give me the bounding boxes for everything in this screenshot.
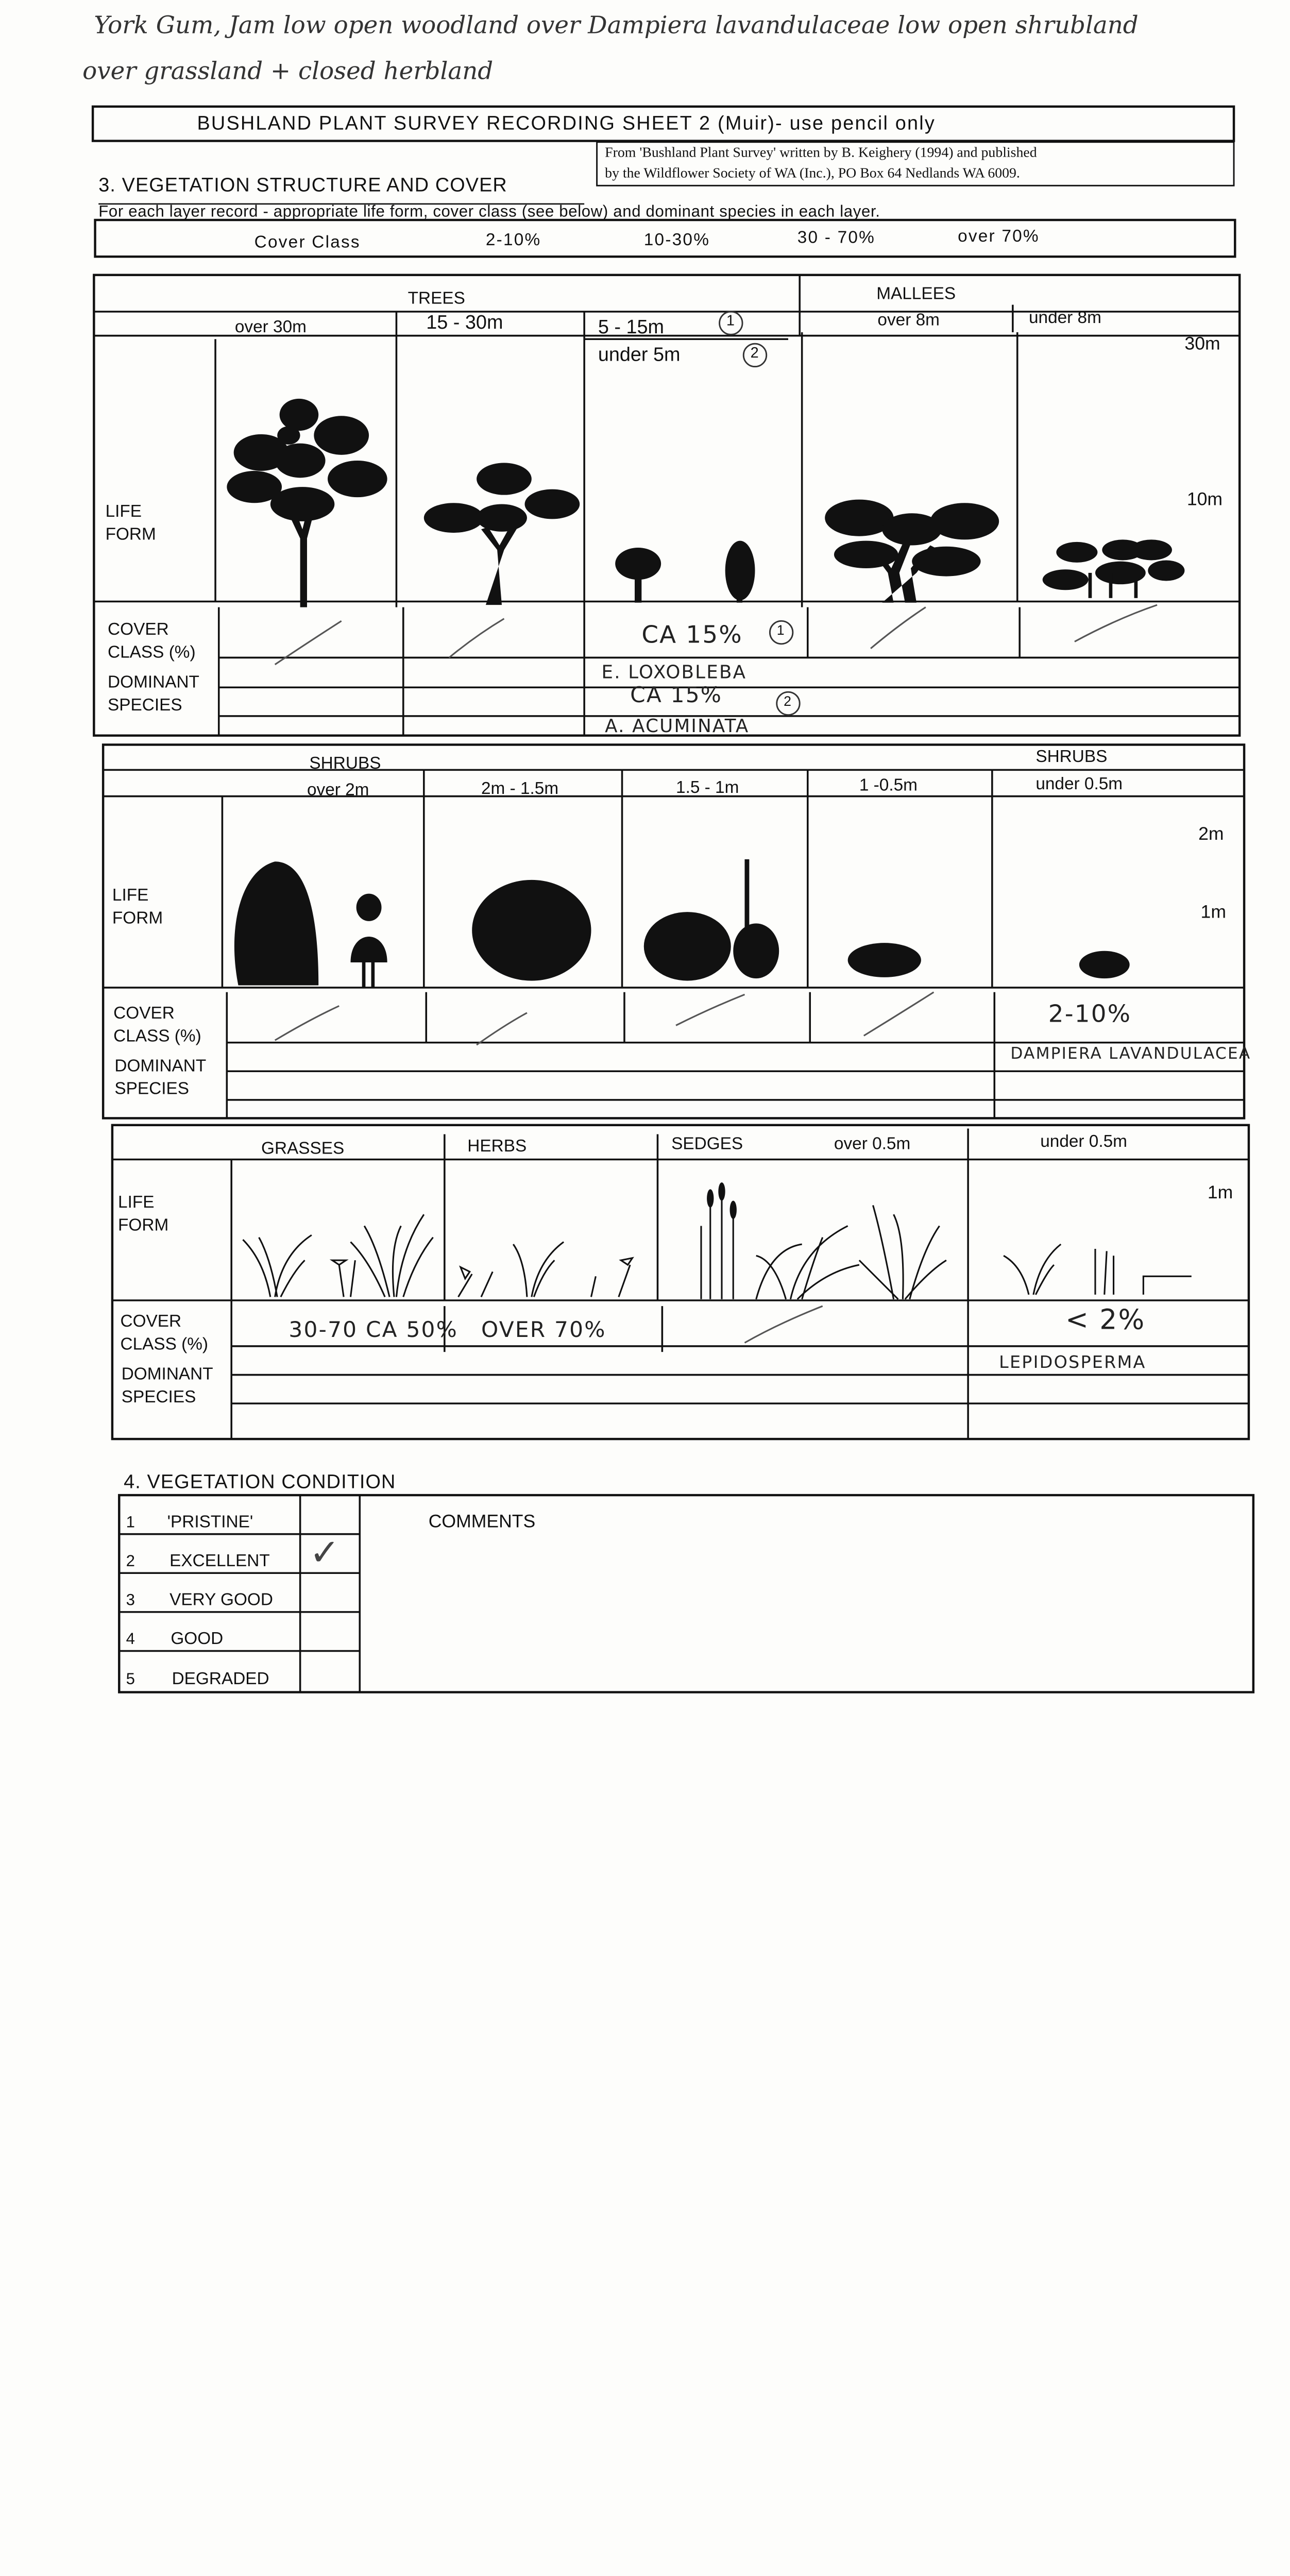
- shrub-species-under0.5: DAMPIERA LAVANDULACEA: [1010, 1045, 1251, 1063]
- trees-cover-label: COVER CLASS (%): [108, 620, 196, 663]
- grass-cover: 30-70 CA 50%: [288, 1317, 459, 1343]
- under0.5-label: under 0.5m: [1040, 1132, 1127, 1151]
- tree-cover-2: CA 15%: [630, 683, 723, 708]
- source-line-1: From 'Bushland Plant Survey' written by B. Keighery (1994) and published: [605, 144, 1037, 161]
- trees-col-over30: over 30m: [234, 317, 307, 337]
- tree-cover-1-mark: 1: [776, 622, 785, 638]
- tree-cover-1: CA 15%: [641, 621, 743, 649]
- height-1m-shrubs: 1m: [1200, 903, 1226, 923]
- cover-class-4: over 70%: [958, 227, 1040, 247]
- excellent-checkmark: ✓: [309, 1532, 341, 1573]
- trees-col-15-30: 15 - 30m: [426, 311, 503, 334]
- sheet-title: BUSHLAND PLANT SURVEY RECORDING SHEET 2 (Muir)- use pencil only: [197, 112, 936, 134]
- shrubs-col-over2: over 2m: [307, 780, 369, 800]
- grasses-label: GRASSES: [261, 1139, 345, 1159]
- section4-heading: 4. VEGETATION CONDITION: [124, 1471, 396, 1493]
- cover-class-2: 10-30%: [643, 230, 710, 250]
- cover-class-1: 2-10%: [485, 230, 541, 250]
- trees-dominant-label: DOMINANT SPECIES: [108, 672, 199, 716]
- herb-cover: OVER 70%: [481, 1317, 606, 1343]
- ground-cover-label: COVER CLASS (%): [120, 1312, 209, 1355]
- shrubs-dominant-label: DOMINANT SPECIES: [114, 1056, 207, 1099]
- shrubs-col-2-1.5: 2m - 1.5m: [481, 779, 559, 799]
- trees-col-5-15: 5 - 15m: [598, 316, 665, 338]
- condition-num-3: 3: [126, 1590, 135, 1609]
- condition-num-1: 1: [126, 1512, 135, 1531]
- height-2m: 2m: [1198, 825, 1224, 844]
- trees-col-under5: under 5m: [598, 344, 681, 366]
- shrubs-label-right: SHRUBS: [1036, 747, 1108, 767]
- height-30m: 30m: [1184, 334, 1220, 354]
- mallees-col-over8: over 8m: [877, 310, 940, 330]
- sedges-label: SEDGES: [671, 1134, 743, 1154]
- shrubs-label-left: SHRUBS: [309, 754, 381, 774]
- trees-mark-1: 1: [726, 311, 735, 329]
- trees-label: TREES: [408, 289, 465, 309]
- tree-species-1: E. LOXOBLEBA: [601, 661, 747, 683]
- mallees-label: MALLEES: [876, 284, 956, 304]
- condition-label-degraded: DEGRADED: [172, 1669, 269, 1689]
- condition-label-pristine: 'PRISTINE': [167, 1512, 253, 1532]
- condition-label-good: GOOD: [171, 1629, 224, 1649]
- tree-cover-2-mark: 2: [784, 693, 791, 709]
- shrubs-col-1.5-1: 1.5 - 1m: [676, 777, 739, 798]
- source-line-2: by the Wildflower Society of WA (Inc.), PO Box 64 Nedlands WA 6009.: [605, 165, 1020, 181]
- under0.5-species: LEPIDOSPERMA: [999, 1352, 1146, 1373]
- tree-species-2: A. ACUMINATA: [605, 715, 750, 737]
- condition-num-4: 4: [126, 1629, 135, 1648]
- shrub-cover-under0.5: 2-10%: [1048, 1000, 1132, 1028]
- cover-class-label: Cover Class: [254, 232, 361, 252]
- comments-label: COMMENTS: [428, 1512, 536, 1532]
- trees-mark-2: 2: [750, 344, 759, 361]
- habitat-description-line2: over grassland + closed herbland: [82, 57, 494, 85]
- condition-label-excellent: EXCELLENT: [169, 1551, 270, 1571]
- shrubs-cover-label: COVER CLASS (%): [113, 1004, 201, 1046]
- sedges-over0.5: over 0.5m: [834, 1134, 911, 1154]
- section3-instruction: For each layer record - appropriate life form, cover class (see below) and dominant species in each layer.: [98, 201, 880, 220]
- height-1m-ground: 1m: [1207, 1183, 1233, 1203]
- condition-label-very-good: VERY GOOD: [169, 1590, 273, 1610]
- shrubs-life-form-label: LIFE FORM: [112, 885, 163, 928]
- cover-class-3: 30 - 70%: [797, 228, 876, 248]
- mallees-col-under8: under 8m: [1028, 308, 1101, 328]
- under0.5-cover: < 2%: [1065, 1303, 1146, 1336]
- herbs-label: HERBS: [467, 1137, 527, 1156]
- trees-life-form-label: LIFE FORM: [105, 502, 156, 545]
- height-10m: 10m: [1186, 490, 1223, 510]
- condition-num-2: 2: [126, 1551, 135, 1570]
- ground-life-form-label: LIFE FORM: [118, 1192, 169, 1235]
- ground-dominant-label: DOMINANT SPECIES: [121, 1364, 213, 1408]
- section3-heading: 3. VEGETATION STRUCTURE AND COVER: [98, 174, 507, 196]
- habitat-description-line1: York Gum, Jam low open woodland over Dampiera lavandulaceae low open shrubland: [94, 11, 1139, 39]
- shrubs-col-under0.5: under 0.5m: [1036, 774, 1123, 794]
- shrubs-col-1-0.5: 1 -0.5m: [859, 775, 918, 795]
- condition-num-5: 5: [126, 1669, 135, 1688]
